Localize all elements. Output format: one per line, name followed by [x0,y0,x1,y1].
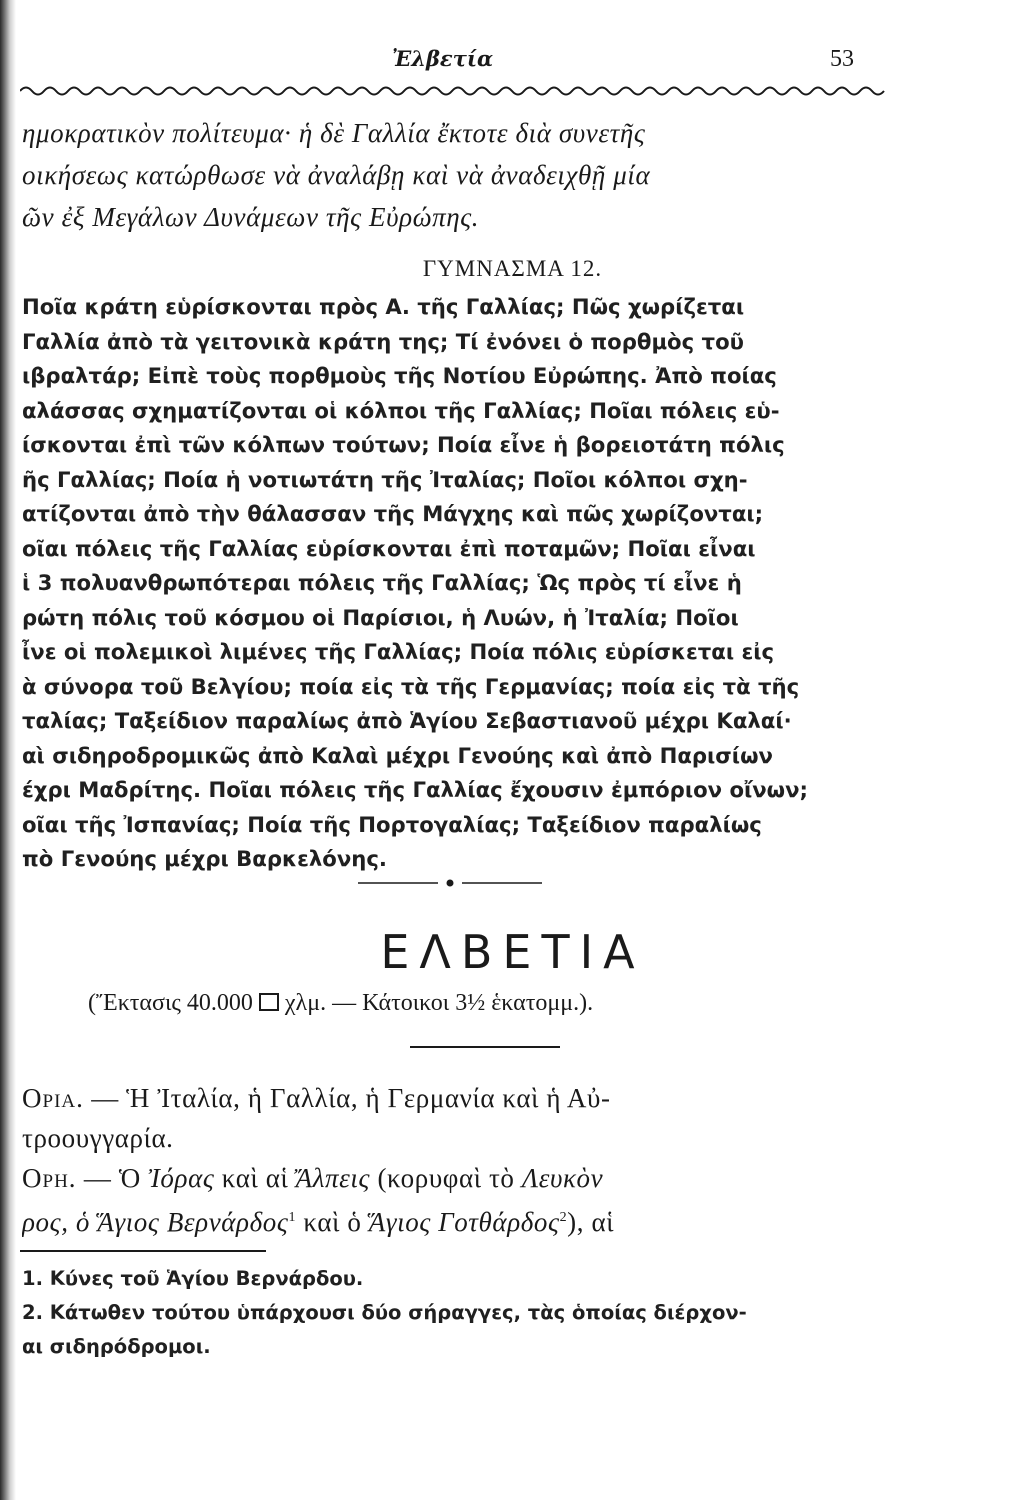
text-run: καὶ ὁ [303,1207,362,1237]
footnotes [22,1262,894,1364]
text-line: οῖαι τῆς Ἰσπανίας; Ποία τῆς Πορτογαλίας; Ταξείδιον παραλίως [22,811,762,837]
text-line: οικήσεως κατώρθωσε νὰ ἀναλάβῃ καὶ νὰ ἀναδειχθῇ μία [22,160,651,190]
text-line: ἱ 3 πολυανθρωπότεραι πόλεις τῆς Γαλλίας; Ὡς πρὸς τί εἶνε ἡ [22,570,742,595]
text-run: (κορυφαὶ τὸ [377,1163,515,1193]
borders-label: Ορια. [22,1083,84,1113]
borders-paragraph [22,1078,894,1158]
page-number: 53 [830,46,854,72]
mountains-label: Ορη. [22,1163,77,1193]
country-title: ΕΛΒΕΤΙΑ [380,925,645,979]
place-name: Λευκὸν [521,1163,604,1193]
footnote-ref: 1 [288,1210,297,1225]
area-text: (Ἔκτασις 40.000 [88,990,253,1016]
section-divider-ornament [358,876,542,890]
footnote-rule [20,1250,266,1252]
text-line: αὶ σιδηροδρομικῶς ἀπὸ Καλαὶ μέχρι Γενούης καὶ ἀπὸ Παρισίων [22,742,773,768]
text-line: Ποῖα κράτη εὑρίσκονται πρὸς Α. τῆς Γαλλίας; Πῶς χωρίζεται [22,294,745,319]
place-name: Ἅγιος Γοτθάρδος [368,1207,560,1237]
text-line: ἶνε οἱ πολεμικοὶ λιμένες τῆς Γαλλίας; Ποία πόλις εὑρίσκεται εἰς [22,639,775,664]
mountains-line [22,1198,894,1242]
divider-rule [410,1046,560,1048]
text-run: — Ὁ [83,1163,141,1193]
population-text: χλμ. — Κάτοικοι 3½ ἑκατομμ.). [284,990,594,1016]
text-line: έχρι Μαδρίτης. Ποῖαι πόλεις τῆς Γαλλίας ἔχουσιν ἐμπόριον οἴνων; [22,777,809,802]
text-line: ημοκρατικὸν πολίτευμα· ἡ δὲ Γαλλία ἔκτοτε διὰ συνετῆς [22,118,646,148]
text-run: καὶ αἱ [221,1163,289,1193]
wavy-rule-ornament [20,84,890,98]
text-line: ὰ σύνορα τοῦ Βελγίου; ποία εἰς τὰ τῆς Γερμανίας; ποία εἰς τὰ τῆς [22,673,800,699]
country-stats [88,990,593,1017]
footnote: 2. Κάτωθεν τούτου ὑπάρχουσι δύο σήραγγες, τὰς ὁποίας διέρχον- [22,1301,747,1324]
text-line: ατίζονται ἀπὸ τὴν θάλασσαν τῆς Μάγχης καὶ πῶς χωρίζονται; [22,501,764,526]
running-title: Ἐλβετία [392,46,494,71]
place-name: Ἄλπεις [295,1163,371,1193]
mountains-line [22,1158,894,1198]
footnote-ref: 2 [559,1210,568,1225]
text-line: ῆς Γαλλίας; Ποία ἡ νοτιωτάτη τῆς Ἰταλίας; Ποῖοι κόλποι σχη- [22,466,748,492]
text-line: ίσκονται ἐπὶ τῶν κόλπων τούτων; Ποία εἶνε ἡ βορειοτάτη πόλις [22,432,785,457]
borders-text: — Ἡ Ἰταλία, ἡ Γαλλία, ἡ Γερμανία καὶ ἡ Αὐ- [91,1083,611,1113]
square-symbol-icon [259,993,279,1011]
text-line: ρώτη πόλις τοῦ κόσμου οἱ Παρίσιοι, ἡ Λυών, ἡ Ἰταλία; Ποῖοι [22,604,739,630]
borders-line: τροουγγαρία. [22,1123,174,1153]
text-line: Γαλλία ἀπὸ τὰ γειτονικὰ κράτη της; Τί ἐνόνει ὁ πορθμὸς τοῦ [22,328,744,354]
text-line: ιβραλτάρ; Εἰπὲ τοὺς πορθμοὺς τῆς Νοτίου Εὐρώπης. Ἀπὸ ποίας [22,363,777,388]
running-head [0,46,1025,78]
text-line: ταλίας; Ταξείδιον παραλίως ἀπὸ Ἁγίου Σεβαστιανοῦ μέχρι Καλαί· [22,708,792,733]
place-name: Ἰόρας [148,1163,215,1193]
footnote: αι σιδηρόδρομοι. [22,1335,211,1358]
mountains-paragraph [22,1158,894,1242]
binding-gutter-shadow [0,0,16,1500]
footnote: 1. Κύνες τοῦ Ἁγίου Βερνάρδου. [22,1267,364,1290]
paragraph-top [22,112,894,238]
exercise-heading: ΓΥΜΝΑΣΜΑ 12. [422,256,603,281]
borders-line [22,1078,894,1118]
text-run: ρος, ὁ [22,1207,91,1237]
place-name: Ἅγιος Βερνάρδος [97,1207,289,1237]
text-line: οῖαι πόλεις τῆς Γαλλίας εὑρίσκονται ἐπὶ ποταμῶν; Ποῖαι εἶναι [22,535,756,561]
text-run: ), αἱ [567,1207,615,1237]
text-line: αλάσσας σχηματίζονται οἱ κόλποι τῆς Γαλλίας; Ποῖαι πόλεις εὑ- [22,397,780,423]
text-line: πὸ Γενούης μέχρι Βαρκελόνης. [22,846,387,871]
exercise-paragraph [22,290,894,877]
text-line: ῶν ἐξ Μεγάλων Δυνάμεων τῆς Εὐρώπης. [22,202,480,232]
